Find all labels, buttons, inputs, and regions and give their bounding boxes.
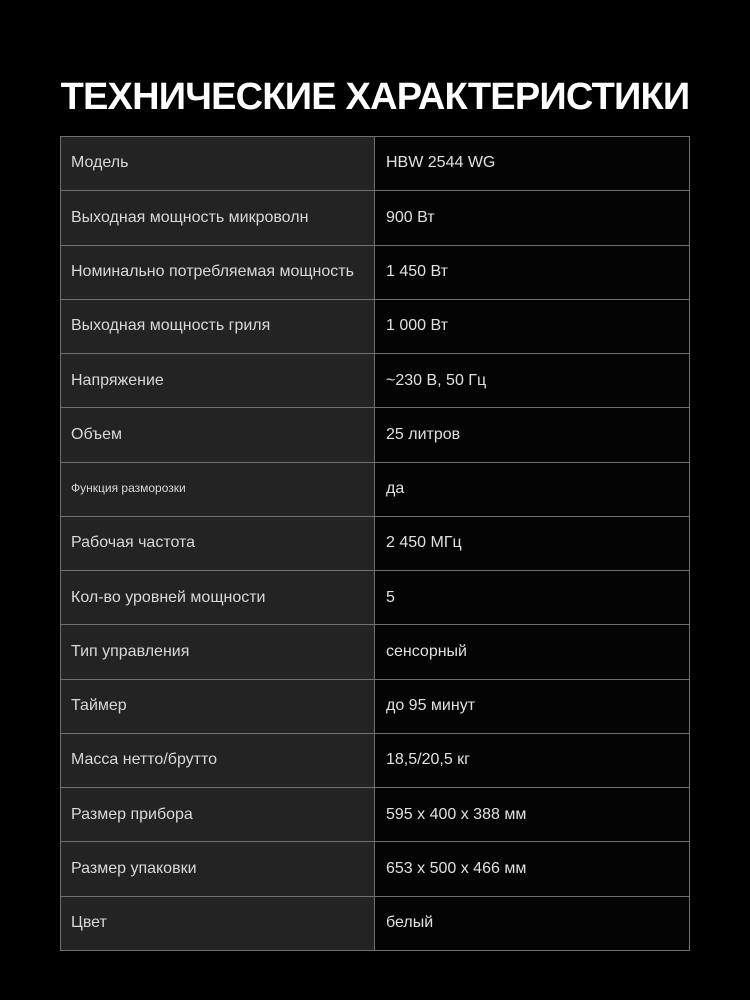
spec-label: Выходная мощность микроволн [61, 191, 375, 244]
page-title: ТЕХНИЧЕСКИЕ ХАРАКТЕРИСТИКИ [60, 76, 690, 118]
spec-value: да [375, 463, 689, 516]
spec-row-microwave-power [61, 190, 689, 244]
spec-label: Рабочая частота [61, 517, 375, 570]
spec-row-defrost [61, 462, 689, 516]
spec-row-nominal-power [61, 245, 689, 299]
spec-row-model [61, 137, 689, 190]
spec-value: белый [375, 897, 689, 950]
spec-label: Функция разморозки [61, 463, 375, 516]
spec-value: 5 [375, 571, 689, 624]
spec-row-volume [61, 407, 689, 461]
spec-row-package-size [61, 841, 689, 895]
spec-row-device-size [61, 787, 689, 841]
spec-value: 1 000 Вт [375, 300, 689, 353]
spec-value: 1 450 Вт [375, 246, 689, 299]
spec-table [60, 136, 690, 951]
spec-label: Выходная мощность гриля [61, 300, 375, 353]
spec-value: 653 x 500 x 466 мм [375, 842, 689, 895]
spec-row-power-levels [61, 570, 689, 624]
spec-value: 900 Вт [375, 191, 689, 244]
spec-label: Номинально потребляемая мощность [61, 246, 375, 299]
spec-label: Напряжение [61, 354, 375, 407]
spec-value: 2 450 МГц [375, 517, 689, 570]
spec-value: ~230 В, 50 Гц [375, 354, 689, 407]
spec-label: Цвет [61, 897, 375, 950]
spec-row-grill-power [61, 299, 689, 353]
spec-row-timer [61, 679, 689, 733]
spec-value: до 95 минут [375, 680, 689, 733]
spec-label: Тип управления [61, 625, 375, 678]
spec-value: 25 литров [375, 408, 689, 461]
spec-label: Масса нетто/брутто [61, 734, 375, 787]
spec-row-voltage [61, 353, 689, 407]
spec-row-control-type [61, 624, 689, 678]
spec-value: 595 x 400 x 388 мм [375, 788, 689, 841]
spec-label: Модель [61, 137, 375, 190]
spec-value: HBW 2544 WG [375, 137, 689, 190]
spec-label: Таймер [61, 680, 375, 733]
spec-label: Размер упаковки [61, 842, 375, 895]
spec-row-frequency [61, 516, 689, 570]
spec-label: Кол-во уровней мощности [61, 571, 375, 624]
spec-row-color [61, 896, 689, 950]
spec-row-weight [61, 733, 689, 787]
spec-value: 18,5/20,5 кг [375, 734, 689, 787]
spec-value: сенсорный [375, 625, 689, 678]
spec-label: Размер прибора [61, 788, 375, 841]
spec-label: Объем [61, 408, 375, 461]
